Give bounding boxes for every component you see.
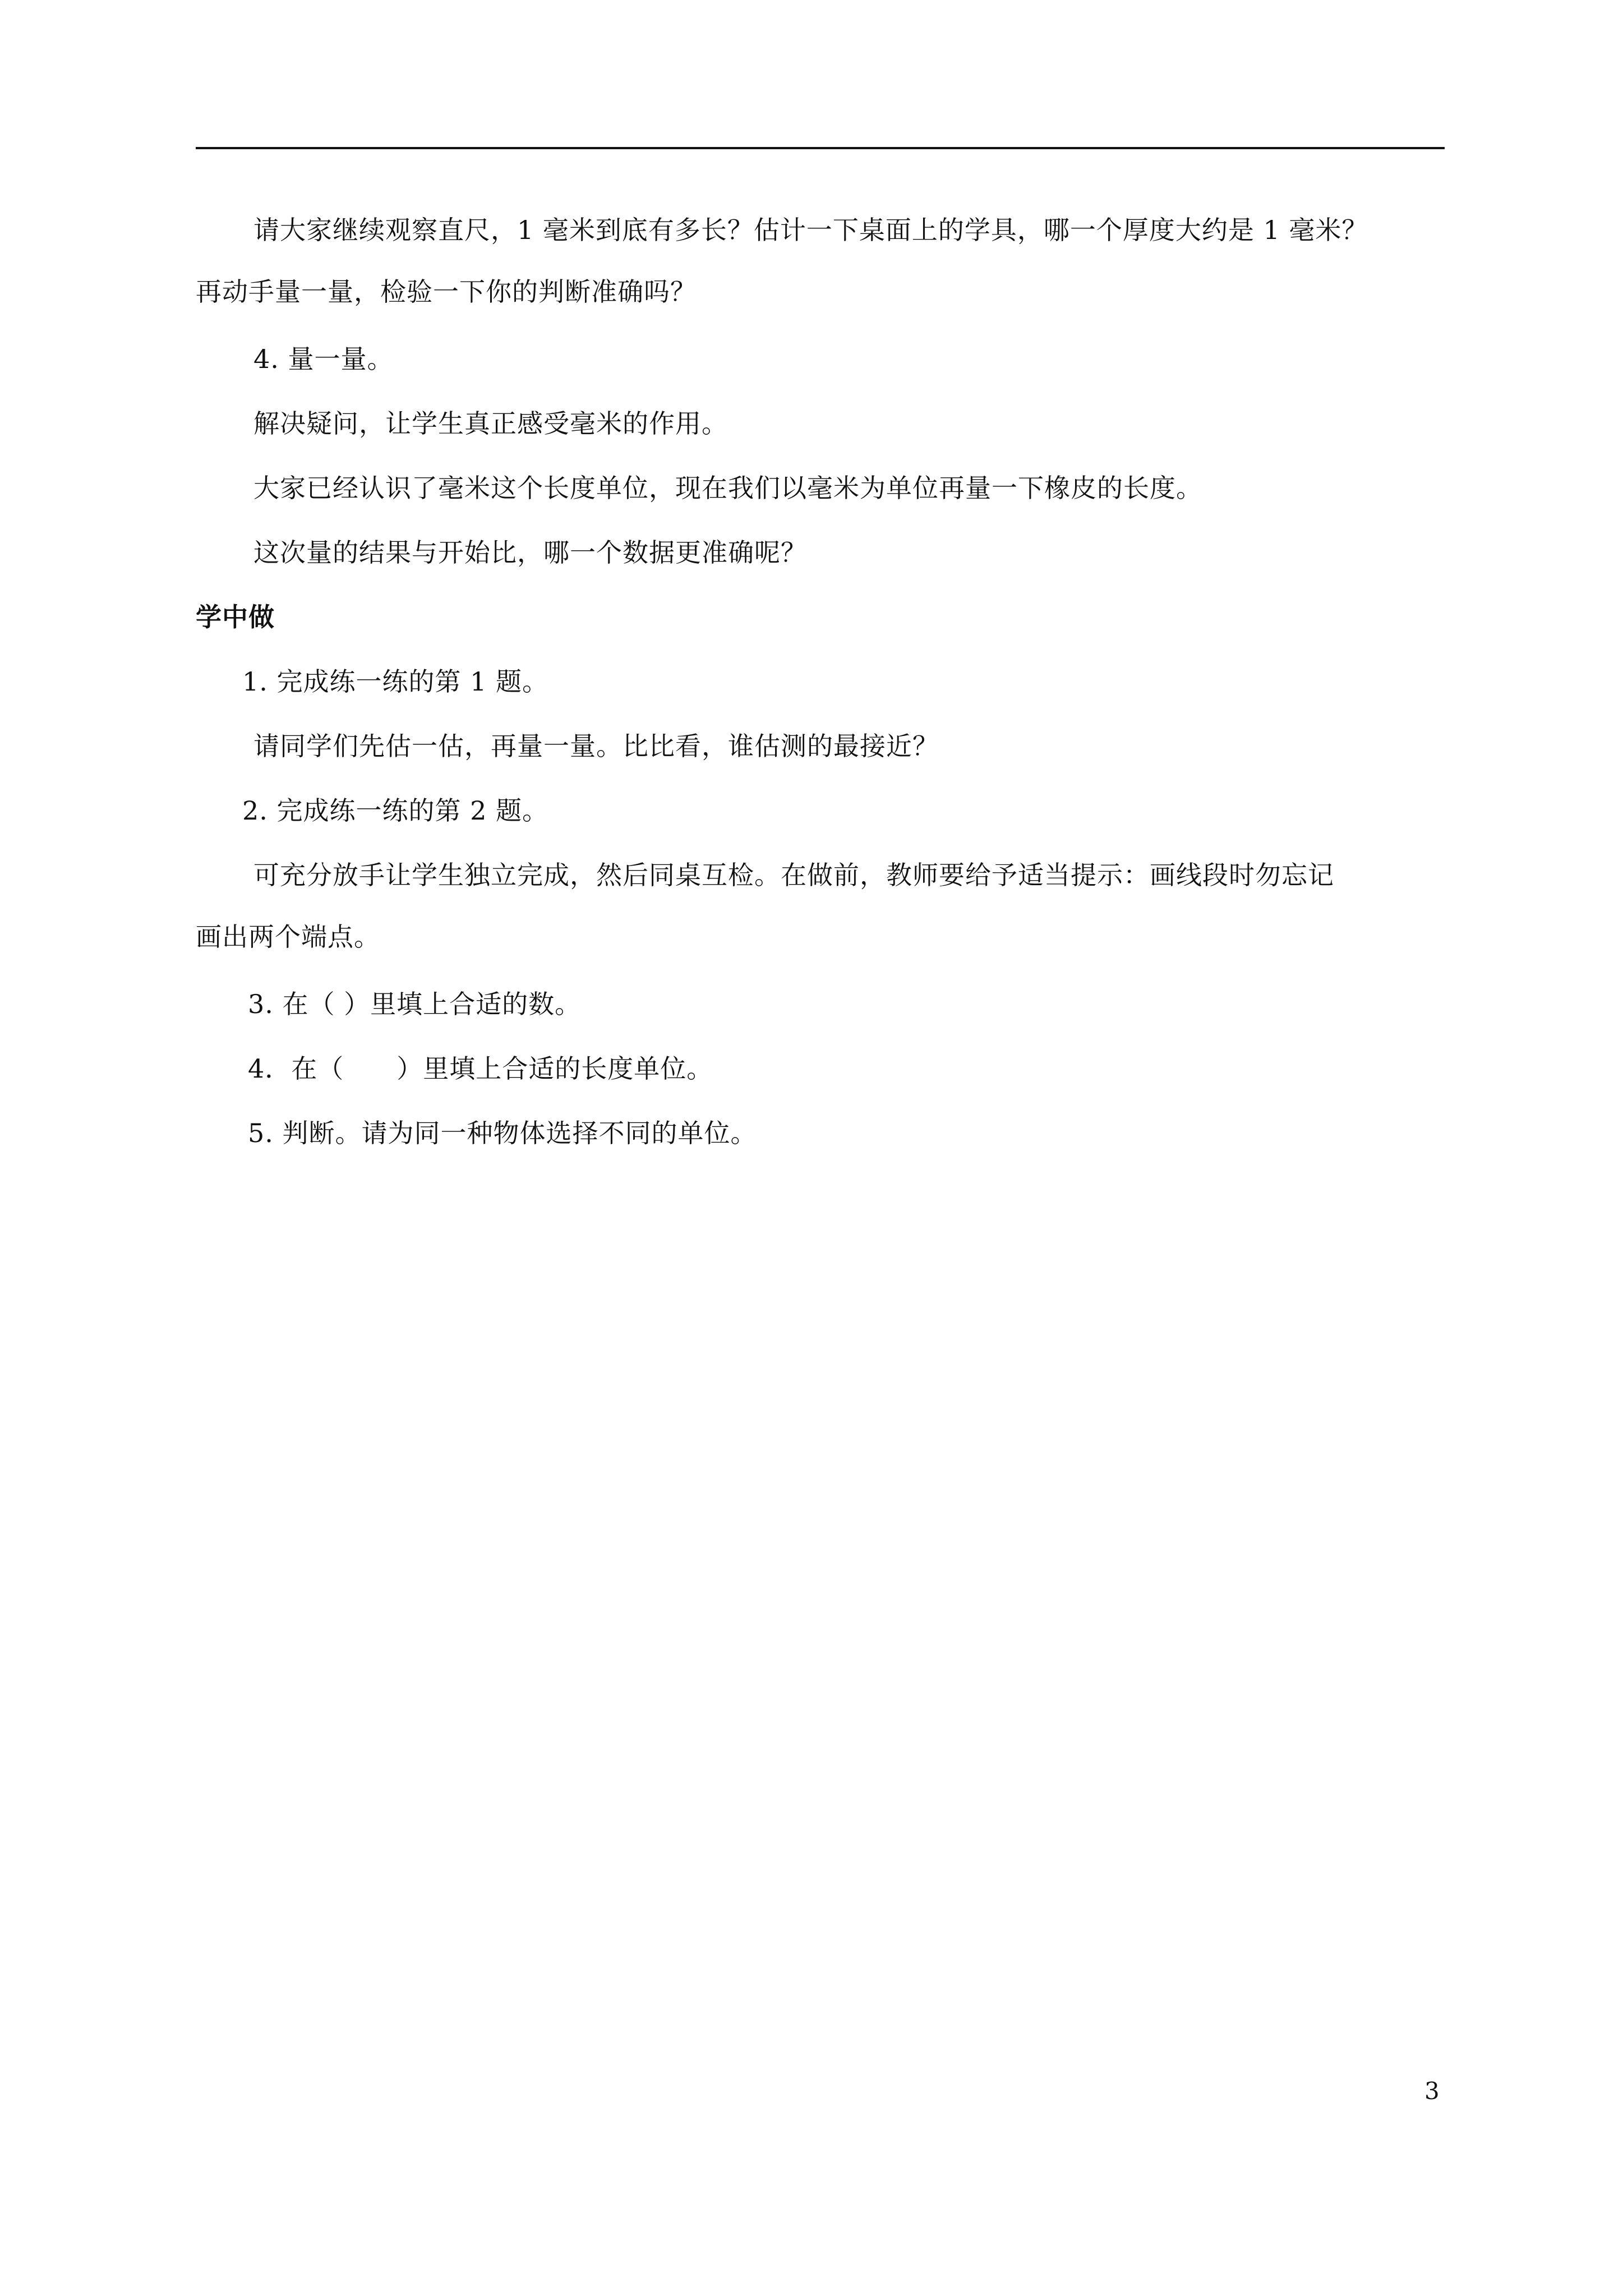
paragraph-mm-unit: 大家已经认识了毫米这个长度单位，现在我们以毫米为单位再量一下橡皮的长度。	[253, 473, 1202, 503]
exercise-2-detail-cont: 画出两个端点。	[196, 922, 380, 952]
section-heading: 学中做	[196, 602, 275, 632]
page-number: 3	[1424, 2077, 1440, 2105]
exercise-2-detail: 可充分放手让学生独立完成，然后同桌互检。在做前，教师要给予适当提示：画线段时勿忘记	[253, 860, 1334, 890]
paragraph-compare-results: 这次量的结果与开始比，哪一个数据更准确呢？	[253, 537, 807, 568]
paragraph-step-4: 4. 量一量。	[253, 344, 394, 374]
exercise-2: 2. 完成练一练的第 2 题。	[242, 795, 549, 826]
paragraph-resolve-question: 解决疑问，让学生真正感受毫米的作用。	[253, 408, 728, 439]
paragraph-measure-check: 再动手量一量，检验一下你的判断准确吗？	[196, 277, 697, 307]
exercise-3: 3. 在（ ）里填上合适的数。	[248, 989, 582, 1019]
exercise-4: 4．在（ ）里填上合适的长度单位。	[248, 1053, 713, 1084]
exercise-1-detail: 请同学们先估一估，再量一量。比比看，谁估测的最接近？	[253, 731, 939, 761]
exercise-5: 5. 判断。请为同一种物体选择不同的单位。	[248, 1118, 757, 1148]
header-rule	[196, 147, 1445, 149]
paragraph-observe-ruler: 请大家继续观察直尺，1 毫米到底有多长？估计一下桌面上的学具，哪一个厚度大约是 1 毫米？	[253, 215, 1368, 245]
exercise-1: 1. 完成练一练的第 1 题。	[242, 666, 549, 697]
